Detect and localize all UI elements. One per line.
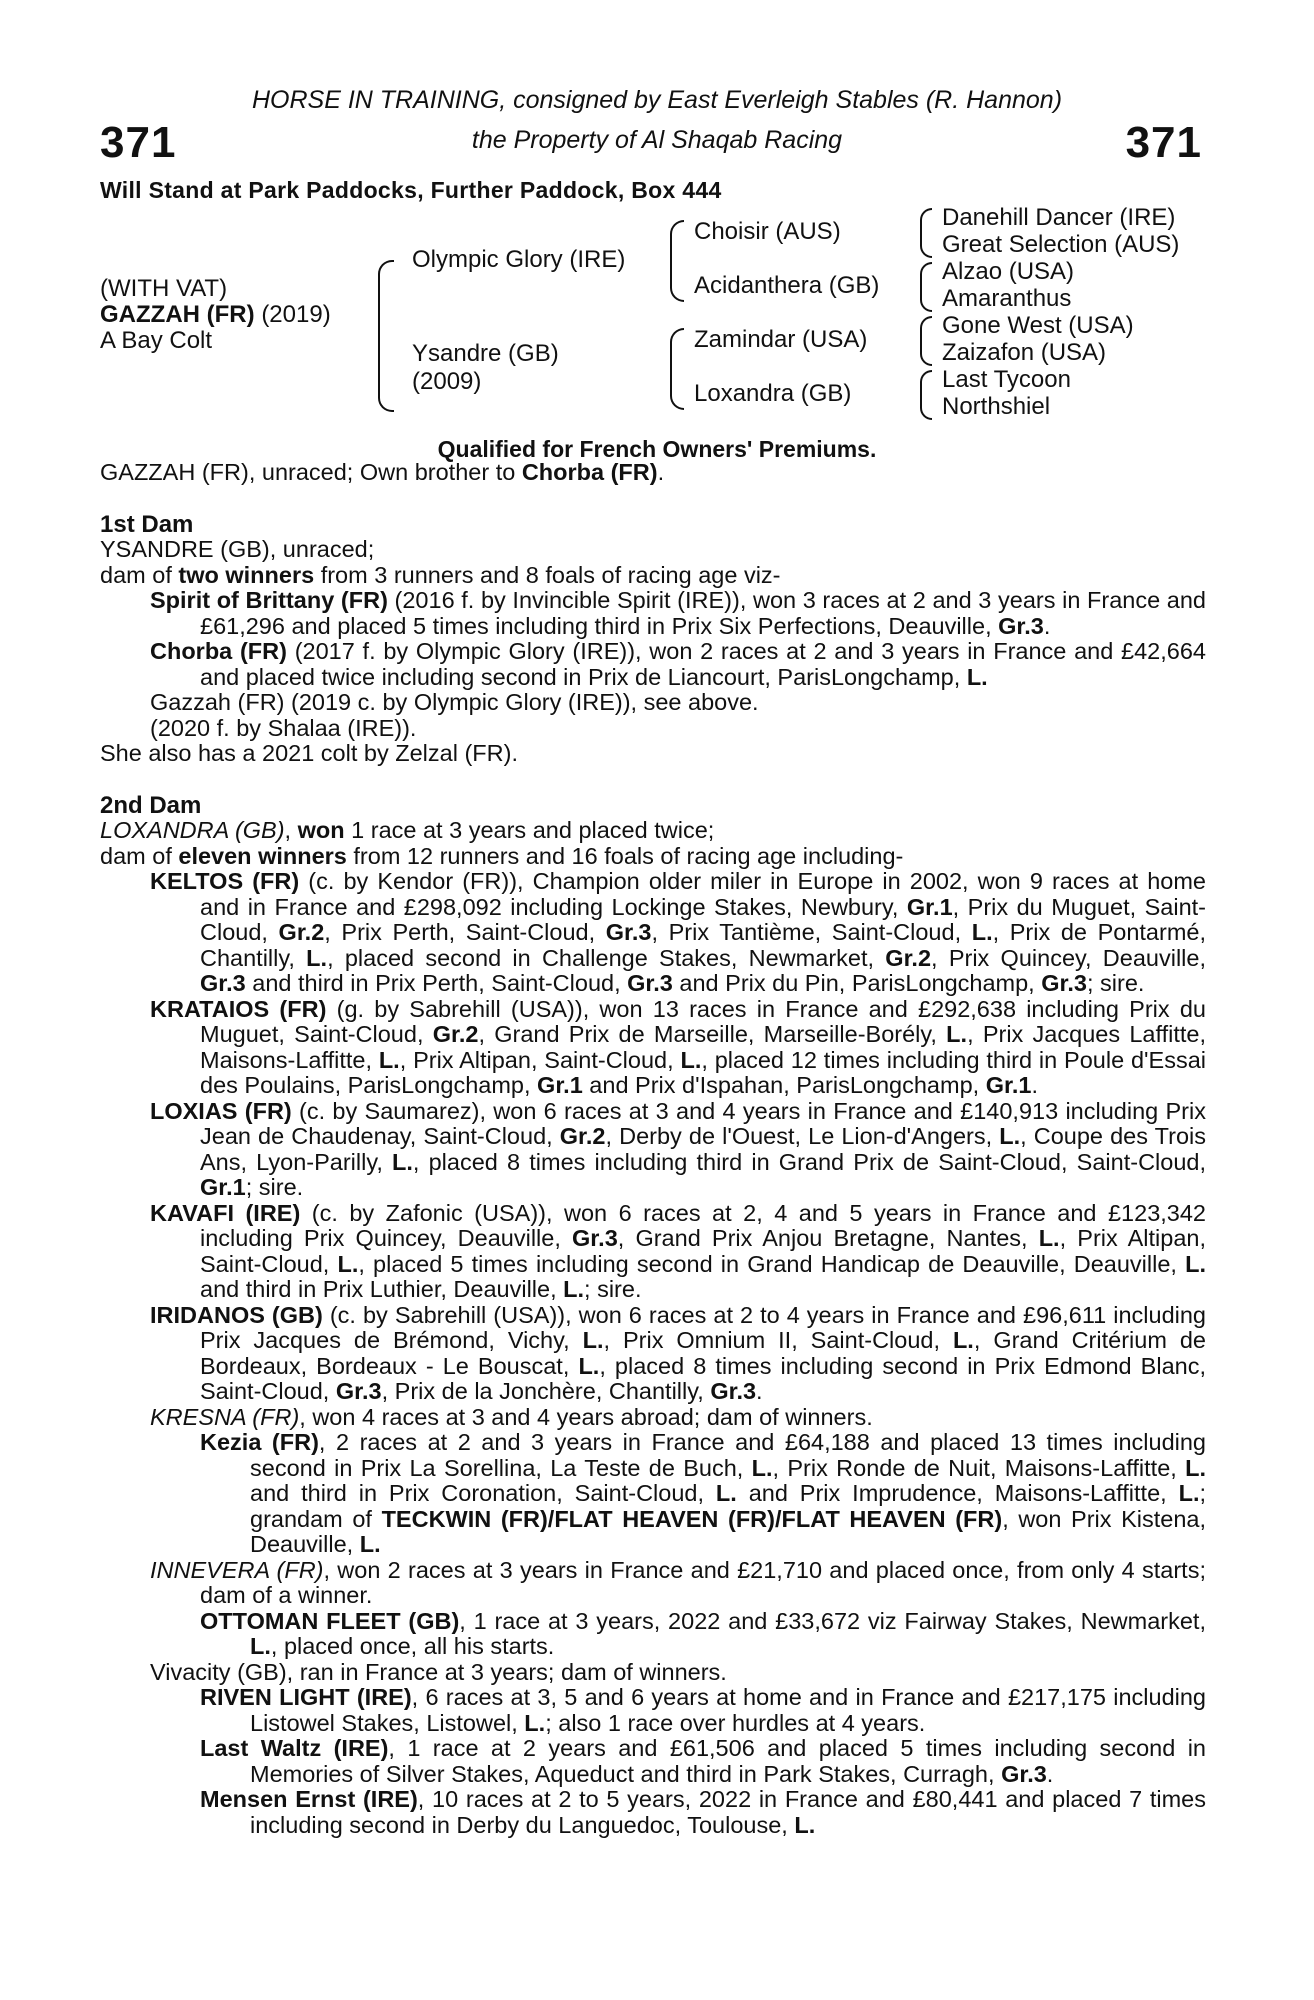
second-dam-heading: 2nd Dam (100, 791, 202, 819)
lot-number-left: 371 (100, 118, 177, 167)
produce-kavafi: KAVAFI (IRE) (c. by Zafonic (USA)), won 6 races at 2, 4 and 5 years in France and £123,342 including Prix Quincey, Deauville, Gr.3, Grand Prix Anjou Bretagne, Nantes, L., Prix Altipan, Saint-Cloud, L., placed 5 times including second in Grand Handicap de Deauville, Deauville, L. and third in Prix Luthier, Deauville, L.; sire. (150, 1199, 1206, 1302)
first-dam-line: YSANDRE (GB), unraced; (100, 536, 375, 562)
produce-kezia: Kezia (FR), 2 races at 2 and 3 years in France and £64,188 and placed 13 times including second in Prix La Sorellina, La Teste de Buch, L., Prix Ronde de Nuit, Maisons-Laffitte, L. and third in Prix Coronation, Saint-Cloud, L. and Prix Imprudence, Maisons-Laffitte, L.; grandam of TECKWIN (FR)/FLAT HEAVEN (FR)/FLAT HEAVEN (FR), won Prix Kistena, Deauville, L. (200, 1429, 1207, 1557)
lot-number-right: 371 (1125, 118, 1202, 167)
produce-loxias: LOXIAS (FR) (c. by Saumarez), won 6 races at 3 and 4 years in France and £140,913 including Prix Jean de Chaudenay, Saint-Cloud, Gr.2, Derby de l'Ouest, Le Lion-d'Angers, L., Coupe des Trois Ans, Lyon-Parilly, L., placed 8 times including third in Grand Prix de Saint-Cloud, Saint-Cloud, Gr.1; sire. (150, 1097, 1207, 1200)
gen4-8: Northshiel (942, 393, 1051, 420)
produce-keltos: KELTOS (FR) (c. by Kendor (FR)), Champion older miler in Europe in 2002, won 9 races at home and in France and £298,092 including Lockinge Stakes, Newbury, Gr.1, Prix du Muguet, Saint-Cloud, Gr.2, Prix Perth, Saint-Cloud, Gr.3, Prix Tantième, Saint-Cloud, L., Prix de Pontarmé, Chantilly, L., placed second in Challenge Stakes, Newmarket, Gr.2, Prix Quincey, Deauville, Gr.3 and third in Prix Perth, Saint-Cloud, Gr.3 and Prix du Pin, ParisLongchamp, Gr.3; sire. (150, 868, 1207, 996)
intro-line: GAZZAH (FR), unraced; Own brother to Chorba (FR). (100, 459, 665, 485)
second-dam-line: LOXANDRA (GB), won 1 race at 3 years and placed twice; (100, 817, 715, 843)
gen4-5: Gone West (USA) (942, 312, 1134, 339)
produce-gazzah: Gazzah (FR) (2019 c. by Olympic Glory (IRE)), see above. (150, 689, 759, 715)
horse-line (100, 302, 331, 328)
produce-spirit-of-brittany: Spirit of Brittany (FR) (2016 f. by Invincible Spirit (IRE)), won 3 races at 2 and 3 years in France and £61,296 and placed 5 times including third in Prix Six Perfections, Deauville, Gr.3. (150, 587, 1206, 639)
vat-note: (WITH VAT) (100, 275, 228, 302)
produce-kresna: KRESNA (FR), won 4 races at 3 and 4 years abroad; dam of winners. (150, 1403, 873, 1430)
qualified-note: Qualified for French Owners' Premiums. (437, 436, 877, 462)
produce-riven-light: RIVEN LIGHT (IRE), 6 races at 3, 5 and 6 years at home and in France and £217,175 including Listowel Stakes, Listowel, L.; also 1 race over hurdles at 4 years. (200, 1684, 1206, 1736)
first-dam-summary: dam of two winners from 3 runners and 8 foals of racing age viz- (100, 561, 781, 588)
brace-gen2-sire (670, 220, 684, 302)
brace-gen3-b (920, 262, 932, 312)
brace-gen3-c (920, 316, 932, 366)
produce-iridanos: IRIDANOS (GB) (c. by Sabrehill (USA)), won 6 races at 2 to 4 years in France and £96,611 including Prix Jacques de Brémond, Vichy, L., Prix Omnium II, Saint-Cloud, L., Grand Critérium de Bordeaux, Bordeaux - Le Bouscat, L., placed 8 times including second in Prix Edmond Blanc, Saint-Cloud, Gr.3, Prix de la Jonchère, Chantilly, Gr.3. (150, 1301, 1207, 1404)
first-dam-heading: 1st Dam (100, 510, 194, 538)
owner-line: the Property of Al Shaqab Racing (471, 126, 843, 154)
sire: Olympic Glory (IRE) (412, 246, 626, 273)
catalogue-body (100, 460, 1206, 1838)
consignor-line: HORSE IN TRAINING, consigned by East Everleigh Stables (R. Hannon) (251, 86, 1063, 114)
produce-chorba: Chorba (FR) (2017 f. by Olympic Glory (IRE)), won 2 races at 2 and 3 years in France and £42,664 and placed twice including second in Prix de Liancourt, ParisLongchamp, L. (150, 638, 1206, 690)
gen4-2: Great Selection (AUS) (942, 231, 1180, 258)
dam-sire: Zamindar (USA) (694, 326, 868, 353)
dam: Ysandre (GB) (412, 340, 559, 367)
stand-location: Will Stand at Park Paddocks, Further Paddock, Box 444 (100, 177, 722, 203)
sire-sire: Choisir (AUS) (694, 218, 841, 245)
produce-innevera: INNEVERA (FR), won 2 races at 3 years in France and £21,710 and placed once, from only 4 starts; dam of a winner. (150, 1556, 1206, 1608)
dam-year: (2009) (412, 368, 482, 395)
gen4-1: Danehill Dancer (IRE) (942, 204, 1176, 231)
gen4-3: Alzao (USA) (942, 258, 1075, 285)
second-dam-summary: dam of eleven winners from 12 runners and 16 foals of racing age including- (100, 842, 904, 869)
produce-krataios: KRATAIOS (FR) (g. by Sabrehill (USA)), won 13 races in France and £292,638 including Prix du Muguet, Saint-Cloud, Gr.2, Grand Prix de Marseille, Marseille-Borély, L., Prix Jacques Laffitte, Maisons-Laffitte, L., Prix Altipan, Saint-Cloud, L., placed 12 times including third in Poule d'Essai des Poulains, ParisLongchamp, Gr.1 and Prix d'Ispahan, ParisLongchamp, Gr.1. (150, 995, 1206, 1098)
horse-description: A Bay Colt (100, 327, 213, 354)
horse-year: (2019) (261, 301, 331, 328)
sire-dam: Acidanthera (GB) (694, 272, 880, 299)
brace-gen3-a (920, 208, 932, 258)
gen4-4: Amaranthus (942, 285, 1072, 312)
horse-name: GAZZAH (FR) (100, 301, 255, 328)
produce-ottoman-fleet: OTTOMAN FLEET (GB), 1 race at 3 years, 2022 and £33,672 viz Fairway Stakes, Newmarket, L., placed once, all his starts. (200, 1607, 1206, 1659)
produce-vivacity: Vivacity (GB), ran in France at 3 years; dam of winners. (150, 1658, 727, 1685)
brace-gen3-d (920, 370, 932, 420)
brace-gen1 (378, 260, 394, 412)
produce-2021-colt: She also has a 2021 colt by Zelzal (FR). (100, 740, 518, 766)
produce-2020-filly: (2020 f. by Shalaa (IRE)). (150, 714, 417, 741)
gen4-7: Last Tycoon (942, 366, 1071, 393)
gen4-6: Zaizafon (USA) (942, 339, 1107, 366)
brace-gen2-dam (670, 328, 684, 410)
produce-last-waltz: Last Waltz (IRE), 1 race at 2 years and £61,506 and placed 5 times including second in Memories of Silver Stakes, Aqueduct and third in Park Stakes, Curragh, Gr.3. (200, 1735, 1207, 1787)
dam-dam: Loxandra (GB) (694, 380, 852, 407)
produce-mensen-ernst: Mensen Ernst (IRE), 10 races at 2 to 5 years, 2022 in France and £80,441 and placed 7 times including second in Derby du Languedoc, Toulouse, L. (200, 1786, 1206, 1838)
